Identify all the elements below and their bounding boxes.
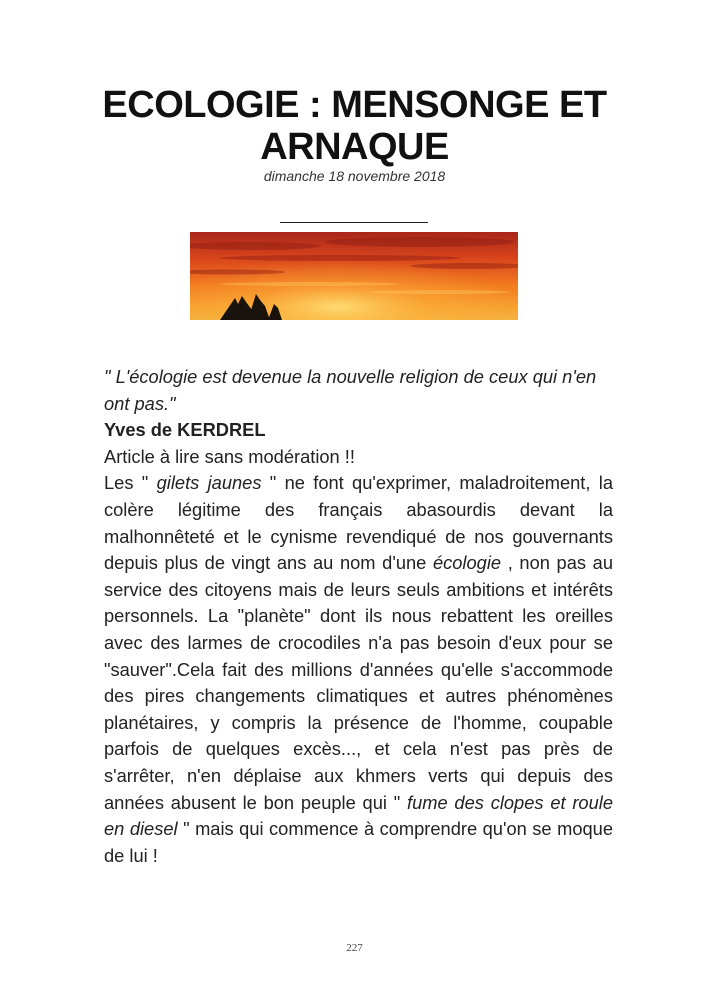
page-title: ECOLOGIE : MENSONGE ET ARNAQUE (102, 84, 607, 168)
emphasis-quote: fume des clopes et roule en diesel (104, 791, 613, 840)
epigraph-quote: " L'écologie est devenue la nouvelle religion de ceux qui n'en ont pas." (104, 366, 597, 414)
quote-author: Yves de KERDREL (104, 419, 266, 441)
intro-line: Article à lire sans modération !! (104, 445, 355, 467)
publication-date: dimanche 18 novembre 2018 (263, 168, 446, 184)
text-run: " ne font qu'exprimer, maladroitement, la colère légitime des français abasourdis devant la malhonnêteté et le cynisme revendiqué de nos gouvernants depuis plus de vingt ans au nom d'une (104, 472, 613, 574)
text-run: " mais qui commence à comprendre qu'on se moque de lui ! (104, 818, 613, 866)
emphasis-gilets-jaunes: gilets jaunes (156, 472, 262, 494)
divider (280, 222, 428, 223)
text-run: Les " (104, 472, 157, 494)
page-number: 227 (346, 942, 363, 954)
article-paragraph (104, 470, 613, 869)
emphasis-ecologie: écologie (432, 552, 502, 574)
text-run: , non pas au service des citoyens mais de leurs seuls ambitions et intérêts personnels. La "planète" dont ils nous rebattent les oreilles avec des larmes de crocodiles n'a pas besoin d'eux pour se "sauver".Cela fait des millions d'années qu'elle s'accommode des pires changements climatiques et autres phénomènes planétaires, y compris la présence de l'homme, coupable parfois de quelques excès..., et cela n'est pas près de s'arrêter, n'en déplaise aux khmers verts qui depuis des années abusent le bon peuple qui " (104, 552, 613, 813)
sunset-image (190, 232, 518, 320)
article-body (104, 364, 613, 869)
